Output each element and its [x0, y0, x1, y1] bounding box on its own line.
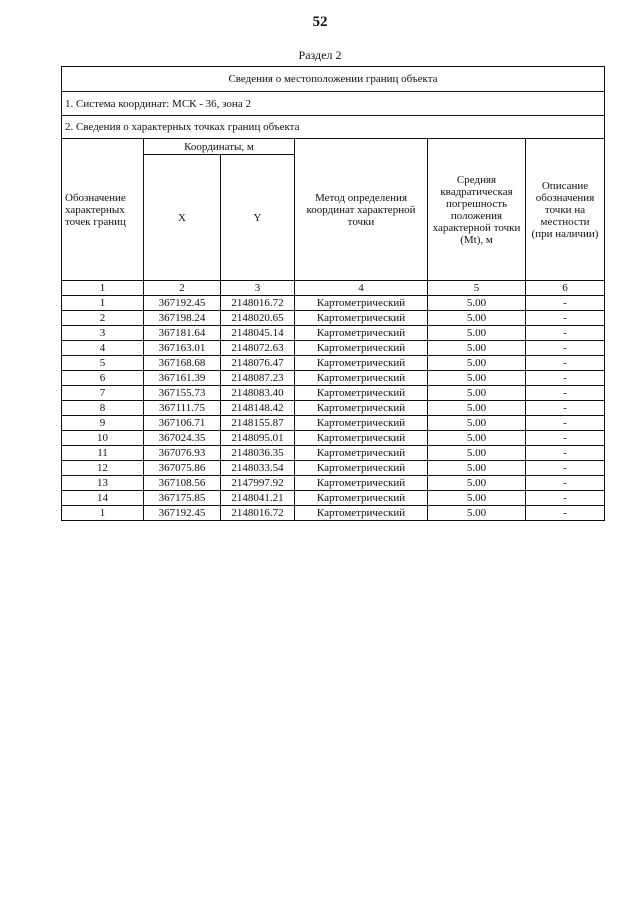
header-description: Описание обозначения точки на местности (при наличии): [526, 139, 605, 281]
table-cell: Картометрический: [295, 401, 428, 416]
table-cell: Картометрический: [295, 476, 428, 491]
table-row: [62, 431, 605, 446]
table-cell: Картометрический: [295, 386, 428, 401]
table-cell: Картометрический: [295, 296, 428, 311]
table-cell: -: [526, 371, 605, 386]
table-cell: 2: [62, 311, 144, 326]
section-title: Раздел 2: [298, 48, 342, 62]
table-row: [62, 416, 605, 431]
table-cell: -: [526, 506, 605, 521]
table-cell: 2148155.87: [221, 416, 295, 431]
table-cell: 367163.01: [144, 341, 221, 356]
table-cell: Картометрический: [295, 416, 428, 431]
table-cell: 5.00: [428, 506, 526, 521]
table-cell: 2148016.72: [221, 296, 295, 311]
table-cell: 367106.71: [144, 416, 221, 431]
table-cell: 2148036.35: [221, 446, 295, 461]
table-cell: 9: [62, 416, 144, 431]
table-title: Сведения о местоположении границ объекта: [62, 67, 605, 92]
table-row: [62, 506, 605, 521]
table-cell: 5.00: [428, 431, 526, 446]
table-cell: 2148083.40: [221, 386, 295, 401]
table-cell: 2148072.63: [221, 341, 295, 356]
table-cell: 8: [62, 401, 144, 416]
table-cell: -: [526, 341, 605, 356]
table-cell: 12: [62, 461, 144, 476]
table-cell: 2148033.54: [221, 461, 295, 476]
table-cell: 367108.56: [144, 476, 221, 491]
table-cell: 6: [62, 371, 144, 386]
table-cell: 5.00: [428, 311, 526, 326]
table-cell: 2148076.47: [221, 356, 295, 371]
column-number: 6: [526, 281, 605, 296]
table-cell: 1: [62, 506, 144, 521]
table-cell: Картометрический: [295, 356, 428, 371]
table-cell: Картометрический: [295, 506, 428, 521]
column-number: 4: [295, 281, 428, 296]
header-method: Метод определения координат характерной точки: [295, 139, 428, 281]
table-cell: 5.00: [428, 341, 526, 356]
table-cell: 2148016.72: [221, 506, 295, 521]
table-cell: 1: [62, 296, 144, 311]
table-cell: 5.00: [428, 401, 526, 416]
table-cell: 2148020.65: [221, 311, 295, 326]
table-cell: 2148045.14: [221, 326, 295, 341]
table-cell: 11: [62, 446, 144, 461]
table-cell: 5.00: [428, 296, 526, 311]
header-designation: Обозначение характерных точек границ: [62, 139, 144, 281]
table-cell: Картометрический: [295, 446, 428, 461]
column-numbers-row: [62, 281, 605, 296]
table-row: [62, 356, 605, 371]
table-cell: 5.00: [428, 416, 526, 431]
table-row: [62, 341, 605, 356]
table-row: [62, 446, 605, 461]
table-cell: 10: [62, 431, 144, 446]
coord-system: 1. Система координат: МСК - 36, зона 2: [62, 92, 605, 116]
column-number: 1: [62, 281, 144, 296]
table-cell: -: [526, 311, 605, 326]
header-y: Y: [221, 155, 295, 281]
table-cell: -: [526, 416, 605, 431]
table-cell: Картометрический: [295, 326, 428, 341]
header-error: Средняя квадратическая погрешность положения характерной точки (Mt), м: [428, 139, 526, 281]
table-cell: 5.00: [428, 386, 526, 401]
boundary-points-table: [61, 66, 605, 521]
table-cell: 367181.64: [144, 326, 221, 341]
points-heading: 2. Сведения о характерных точках границ объекта: [62, 116, 605, 139]
table-cell: 5.00: [428, 476, 526, 491]
table-cell: Картометрический: [295, 491, 428, 506]
table-cell: Картометрический: [295, 371, 428, 386]
table-row: [62, 476, 605, 491]
table-cell: Картометрический: [295, 311, 428, 326]
table-cell: -: [526, 431, 605, 446]
table-cell: 5.00: [428, 491, 526, 506]
table-cell: 367155.73: [144, 386, 221, 401]
table-cell: 367168.68: [144, 356, 221, 371]
column-number: 5: [428, 281, 526, 296]
table-cell: 367192.45: [144, 506, 221, 521]
table-row: [62, 296, 605, 311]
header-coordinates: Координаты, м: [144, 139, 295, 155]
table-cell: -: [526, 386, 605, 401]
table-cell: 2148087.23: [221, 371, 295, 386]
table-cell: -: [526, 491, 605, 506]
table-cell: 7: [62, 386, 144, 401]
table-cell: -: [526, 476, 605, 491]
table-cell: 2148095.01: [221, 431, 295, 446]
table-row: [62, 401, 605, 416]
table-cell: 5.00: [428, 461, 526, 476]
table-cell: 4: [62, 341, 144, 356]
table-cell: 2148148.42: [221, 401, 295, 416]
table-cell: 367111.75: [144, 401, 221, 416]
table-cell: 367076.93: [144, 446, 221, 461]
column-number: 3: [221, 281, 295, 296]
table-cell: 13: [62, 476, 144, 491]
table-cell: 2147997.92: [221, 476, 295, 491]
table-cell: 5.00: [428, 326, 526, 341]
table-cell: 2148041.21: [221, 491, 295, 506]
table-cell: Картометрический: [295, 461, 428, 476]
header-x: X: [144, 155, 221, 281]
table-cell: 367161.39: [144, 371, 221, 386]
table-cell: 367198.24: [144, 311, 221, 326]
table-cell: Картометрический: [295, 341, 428, 356]
table-cell: 14: [62, 491, 144, 506]
table-cell: -: [526, 296, 605, 311]
table-cell: 367192.45: [144, 296, 221, 311]
table-cell: 3: [62, 326, 144, 341]
table-cell: -: [526, 356, 605, 371]
table-cell: 5: [62, 356, 144, 371]
table-cell: Картометрический: [295, 431, 428, 446]
table-row: [62, 491, 605, 506]
table-cell: 5.00: [428, 446, 526, 461]
table-row: [62, 461, 605, 476]
page-number: 52: [312, 14, 328, 30]
table-cell: -: [526, 401, 605, 416]
table-cell: 367075.86: [144, 461, 221, 476]
table-row: [62, 371, 605, 386]
table-row: [62, 386, 605, 401]
table-cell: -: [526, 461, 605, 476]
table-cell: 5.00: [428, 371, 526, 386]
table-cell: -: [526, 446, 605, 461]
column-number: 2: [144, 281, 221, 296]
table-cell: -: [526, 326, 605, 341]
table-cell: 367024.35: [144, 431, 221, 446]
table-cell: 5.00: [428, 356, 526, 371]
table-row: [62, 326, 605, 341]
table-row: [62, 311, 605, 326]
table-cell: 367175.85: [144, 491, 221, 506]
